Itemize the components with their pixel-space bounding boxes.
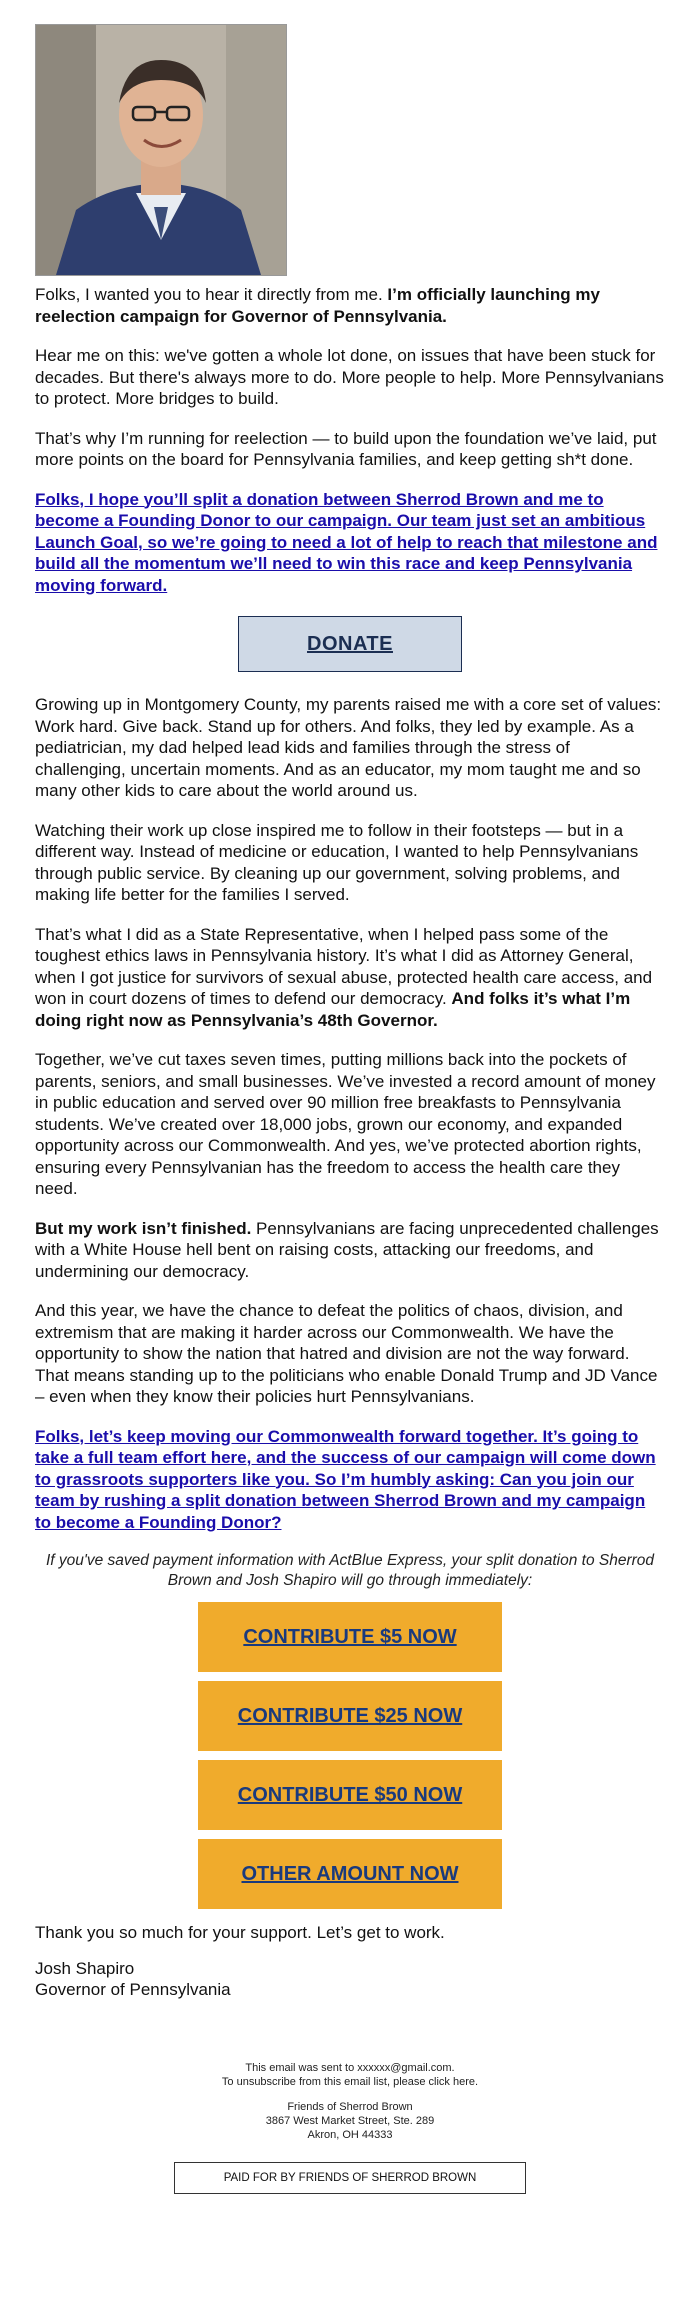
contribute-buttons bbox=[35, 1602, 665, 1909]
donate-container bbox=[35, 616, 665, 672]
portrait-illustration bbox=[36, 25, 286, 275]
paid-for-disclaimer: PAID FOR BY FRIENDS OF SHERROD BROWN bbox=[174, 2162, 526, 2194]
paragraph-accomplishments: Together, we’ve cut taxes seven times, putting millions back into the pockets of parents, seniors, and small businesses. We’ve invested a record amount of money in public education and served over 90 million free breakfasts to Pennsylvania students. We’ve created over 18,000 jobs, grown our economy, and expanded opportunity across our Commonwealth. And yes, we’ve protected abortion rights, ensuring every Pennsylvanian has the freedom to access the health care they need. bbox=[35, 1050, 656, 1198]
contribute-5-button[interactable]: CONTRIBUTE $5 NOW bbox=[198, 1602, 502, 1672]
paragraph-record bbox=[35, 924, 665, 1032]
candidate-photo bbox=[35, 24, 287, 276]
paragraph-public-service: Watching their work up close inspired me to follow in their footsteps — but in a different way. Instead of medicine or education, I wanted to help Pennsylvanians through public service. By cleaning up our government, solving problems, and making life better for the families I served. bbox=[35, 820, 639, 904]
footer-city: Akron, OH 44333 bbox=[307, 2128, 393, 2141]
donate-button[interactable]: DONATE bbox=[238, 616, 462, 672]
unsubscribe-link[interactable]: To unsubscribe from this email list, please click here. bbox=[221, 2075, 479, 2088]
signature-title: Governor of Pennsylvania bbox=[35, 1980, 231, 1999]
contribute-50-button[interactable]: CONTRIBUTE $50 NOW bbox=[198, 1760, 502, 1830]
footer bbox=[35, 2061, 665, 2142]
paragraph-reelection: That’s why I’m running for reelection — to build upon the foundation we’ve laid, put more points on the board for Pennsylvania families, and keep getting sh*t done. bbox=[35, 428, 657, 469]
founding-donor-link[interactable]: Folks, I hope you’ll split a donation between Sherrod Brown and me to become a Founding Donor to our campaign. Our team just set an ambitious Launch Goal, so we’re going to need a lot of help to reach that milestone and build all the momentum we’ll need to win this race and keep Pennsylvania moving forward. bbox=[35, 489, 658, 595]
paragraph-upbringing: Growing up in Montgomery County, my parents raised me with a core set of values: Work hard. Give back. Stand up for others. And folks, they led by example. As a pediatrician, my dad helped lead kids and families through the stress of challenging, uncertain moments. And as an educator, my mom taught me and so many other kids to care about the world around us. bbox=[35, 695, 662, 800]
unfinished-bold: But my work isn’t finished. bbox=[35, 1218, 252, 1238]
other-amount-button[interactable]: OTHER AMOUNT NOW bbox=[198, 1839, 502, 1909]
intro-announcement: I’m officially launching my reelection campaign for Governor of Pennsylvania. bbox=[35, 285, 600, 326]
unfinished-text: Pennsylvanians are facing unprecedented challenges with a White House hell bent on raising costs, attacking our freedoms, and undermining our democracy. bbox=[35, 1218, 659, 1281]
thanks-line: Thank you so much for your support. Let’s get to work. bbox=[35, 1923, 445, 1942]
footer-sent-to: This email was sent to xxxxxx@gmail.com. bbox=[245, 2061, 455, 2074]
actblue-note: If you've saved payment information with ActBlue Express, your split donation to Sherrod Brown and Josh Shapiro will go through immediately: bbox=[45, 1552, 655, 1589]
contribute-25-button[interactable]: CONTRIBUTE $25 NOW bbox=[198, 1681, 502, 1751]
intro-text: Folks, I wanted you to hear it directly from me. bbox=[35, 285, 388, 304]
footer-org: Friends of Sherrod Brown bbox=[287, 2100, 413, 2113]
email-body bbox=[35, 24, 665, 2194]
footer-street: 3867 West Market Street, Ste. 289 bbox=[265, 2114, 435, 2127]
paragraph-this-year: And this year, we have the chance to defeat the politics of chaos, division, and extremism that are making it harder across our Commonwealth. We have the opportunity to show the nation that hatred and division are not the way forward. That means standing up to the politicians who enable Donald Trump and JD Vance – even when they know their policies hurt Pennsylvanians. bbox=[35, 1301, 658, 1406]
paragraph-done: Hear me on this: we've gotten a whole lot done, on issues that have been stuck for decades. But there's always more to do. More people to help. More Pennsylvanians to protect. More bridges to build. bbox=[35, 346, 664, 408]
record-bold: And folks it’s what I’m doing right now as Pennsylvania’s 48th Governor. bbox=[35, 989, 631, 1030]
donation-link-paragraph-2 bbox=[35, 1426, 665, 1534]
record-text: That’s what I did as a State Representative, when I helped pass some of the toughest ethics laws in Pennsylvania history. It’s what I did as Attorney General, when I got justice for survivors of sexual abuse, protected health care access, and won in court dozens of times to defend our democracy. bbox=[35, 924, 653, 1008]
intro-paragraph bbox=[35, 284, 665, 327]
donation-link-paragraph bbox=[35, 489, 665, 597]
split-donation-link[interactable]: Folks, let’s keep moving our Commonwealth forward together. It’s going to take a full team effort here, and the success of our campaign will come down to grassroots supporters like you. So I’m humbly asking: Can you join our team by rushing a split donation between Sherrod Brown and my campaign to become a Founding Donor? bbox=[35, 1426, 656, 1532]
signature-name: Josh Shapiro bbox=[35, 1958, 135, 1978]
paragraph-unfinished bbox=[35, 1218, 665, 1283]
signature-block bbox=[35, 1958, 665, 2001]
